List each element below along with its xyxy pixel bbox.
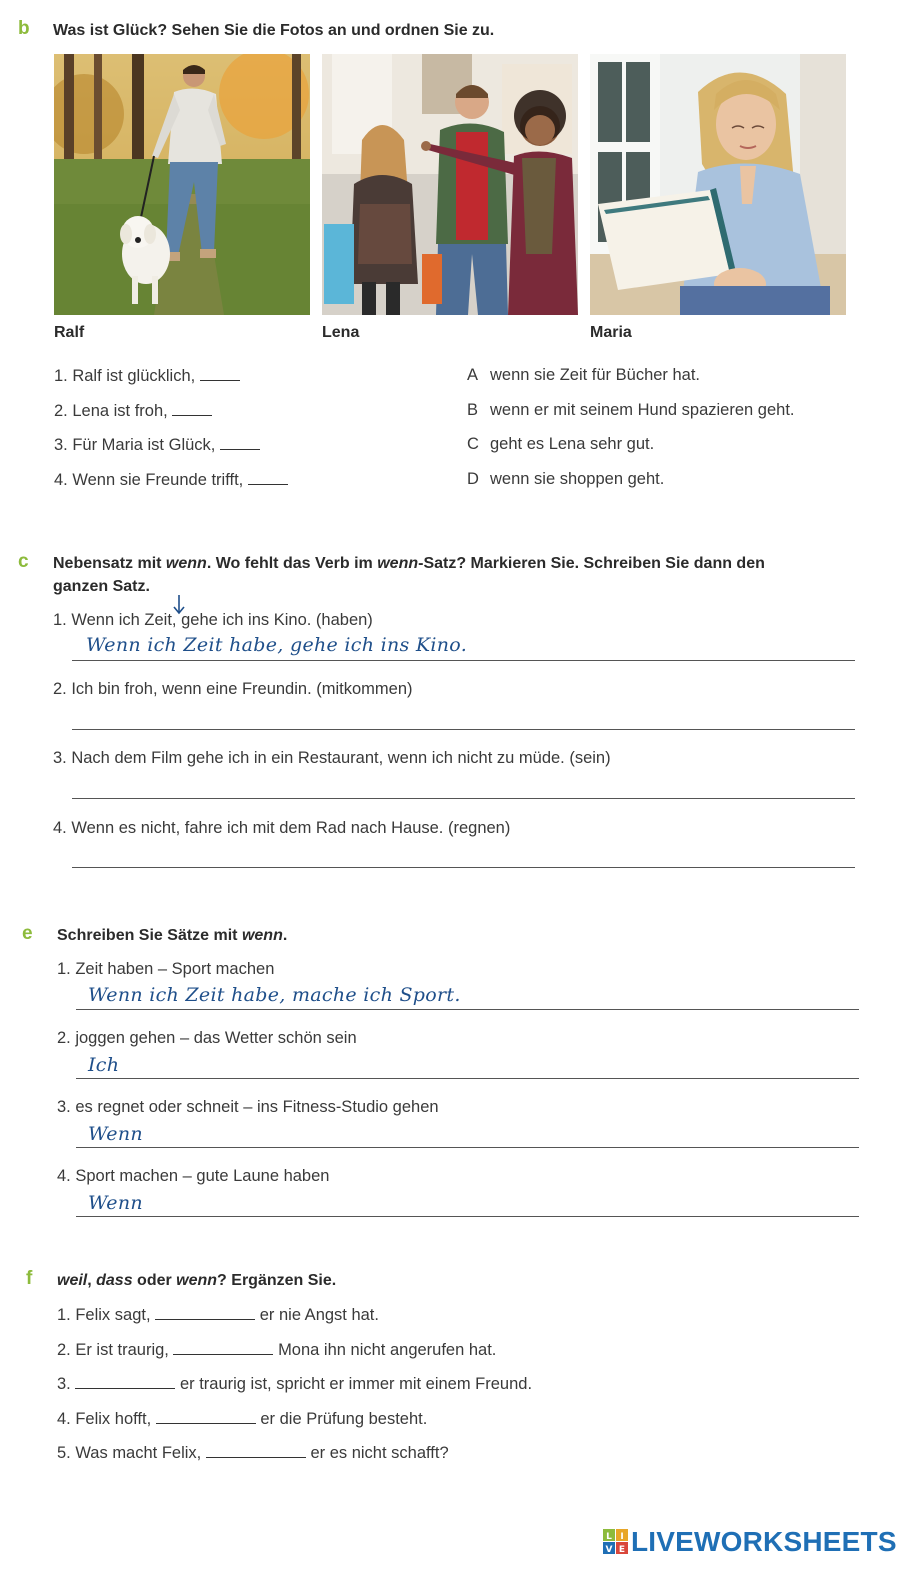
f-blank-3[interactable]: [75, 1374, 175, 1389]
f-item-5: 5. Was macht Felix, er es nicht schafft?: [57, 1444, 449, 1462]
svg-text:V: V: [605, 1545, 613, 1555]
e-answer-1[interactable]: Wenn ich Zeit habe, mache ich Sport.: [88, 984, 461, 1006]
f-item-1: 1. Felix sagt, er nie Angst hat.: [57, 1306, 379, 1324]
f-blank-5[interactable]: [206, 1443, 306, 1458]
photo-maria: [590, 54, 846, 315]
c-item-1: 1. Wenn ich Zeit, gehe ich ins Kino. (haben): [53, 611, 373, 629]
section-c-letter: c: [18, 551, 29, 572]
liveworksheets-logo-icon: [603, 1529, 629, 1555]
match-right-a: A wenn sie Zeit für Bücher hat.: [467, 366, 701, 384]
e-answer-line-4[interactable]: [76, 1216, 859, 1217]
section-e-letter: e: [22, 923, 33, 944]
match-left-1: 1. Ralf ist glücklich,: [54, 366, 240, 386]
section-f-letter: f: [26, 1268, 33, 1289]
liveworksheets-logo-text: LIVEWORKSHEETS: [631, 1526, 897, 1557]
match-blank-3[interactable]: [220, 435, 260, 450]
f-item-4: 4. Felix hofft, er die Prüfung besteht.: [57, 1410, 428, 1428]
e-answer-line-2[interactable]: [76, 1078, 859, 1079]
c-item-3: 3. Nach dem Film gehe ich in ein Restaurant, wenn ich nicht zu müde. (sein): [53, 749, 611, 767]
c-answer-1[interactable]: Wenn ich Zeit habe, gehe ich ins Kino.: [86, 634, 468, 656]
caption-maria: Maria: [590, 324, 632, 341]
f-item-2: 2. Er ist traurig, Mona ihn nicht angerufen hat.: [57, 1341, 497, 1359]
section-c-title: Nebensatz mit wenn. Wo fehlt das Verb im wenn-Satz? Markieren Sie. Schreiben Sie dann den ganzen Satz.: [53, 555, 765, 595]
section-b-title: Was ist Glück? Sehen Sie die Fotos an und ordnen Sie zu.: [53, 22, 495, 39]
match-blank-4[interactable]: [248, 470, 288, 485]
section-b-letter: b: [18, 18, 30, 39]
verb-marker-arrow-icon: [172, 594, 186, 618]
e-answer-2[interactable]: Ich: [88, 1054, 120, 1076]
photo-lena: [322, 54, 578, 315]
svg-text:L: L: [606, 1532, 612, 1542]
liveworksheets-logo[interactable]: [603, 1526, 897, 1558]
match-right-d: D wenn sie shoppen geht.: [467, 470, 665, 488]
e-answer-line-3[interactable]: [76, 1147, 859, 1148]
section-e-title: Schreiben Sie Sätze mit wenn.: [57, 927, 288, 944]
match-right-c: C geht es Lena sehr gut.: [467, 435, 655, 453]
c-answer-line-2[interactable]: [72, 729, 855, 730]
f-item-3: 3. er traurig ist, spricht er immer mit einem Freund.: [57, 1375, 533, 1393]
f-blank-4[interactable]: [156, 1409, 256, 1424]
e-item-4: 4. Sport machen – gute Laune haben: [57, 1167, 330, 1185]
match-blank-1[interactable]: [200, 366, 240, 381]
svg-text:E: E: [618, 1545, 626, 1555]
c-item-4: 4. Wenn es nicht, fahre ich mit dem Rad nach Hause. (regnen): [53, 819, 511, 837]
c-item-2: 2. Ich bin froh, wenn eine Freundin. (mitkommen): [53, 680, 413, 698]
match-right-b: B wenn er mit seinem Hund spazieren geht.: [467, 401, 795, 419]
match-left-2: 2. Lena ist froh,: [54, 401, 212, 421]
c-answer-line-4[interactable]: [72, 867, 855, 868]
e-item-1: 1. Zeit haben – Sport machen: [57, 960, 275, 978]
match-left-4: 4. Wenn sie Freunde trifft,: [54, 470, 288, 490]
e-answer-3[interactable]: Wenn: [88, 1123, 143, 1145]
section-f-title: weil, dass oder wenn? Ergänzen Sie.: [57, 1272, 337, 1289]
e-item-2: 2. joggen gehen – das Wetter schön sein: [57, 1029, 357, 1047]
e-item-3: 3. es regnet oder schneit – ins Fitness-Studio gehen: [57, 1098, 439, 1116]
c-answer-line-3[interactable]: [72, 798, 855, 799]
c-answer-line-1[interactable]: [72, 660, 855, 661]
svg-text:I: I: [620, 1532, 624, 1542]
caption-lena: Lena: [322, 324, 360, 341]
caption-ralf: Ralf: [54, 324, 85, 341]
match-blank-2[interactable]: [172, 401, 212, 416]
f-blank-2[interactable]: [173, 1340, 273, 1355]
match-left-3: 3. Für Maria ist Glück,: [54, 435, 260, 455]
e-answer-line-1[interactable]: [76, 1009, 859, 1010]
f-blank-1[interactable]: [155, 1305, 255, 1320]
e-answer-4[interactable]: Wenn: [88, 1192, 143, 1214]
photo-ralf: [54, 54, 310, 315]
